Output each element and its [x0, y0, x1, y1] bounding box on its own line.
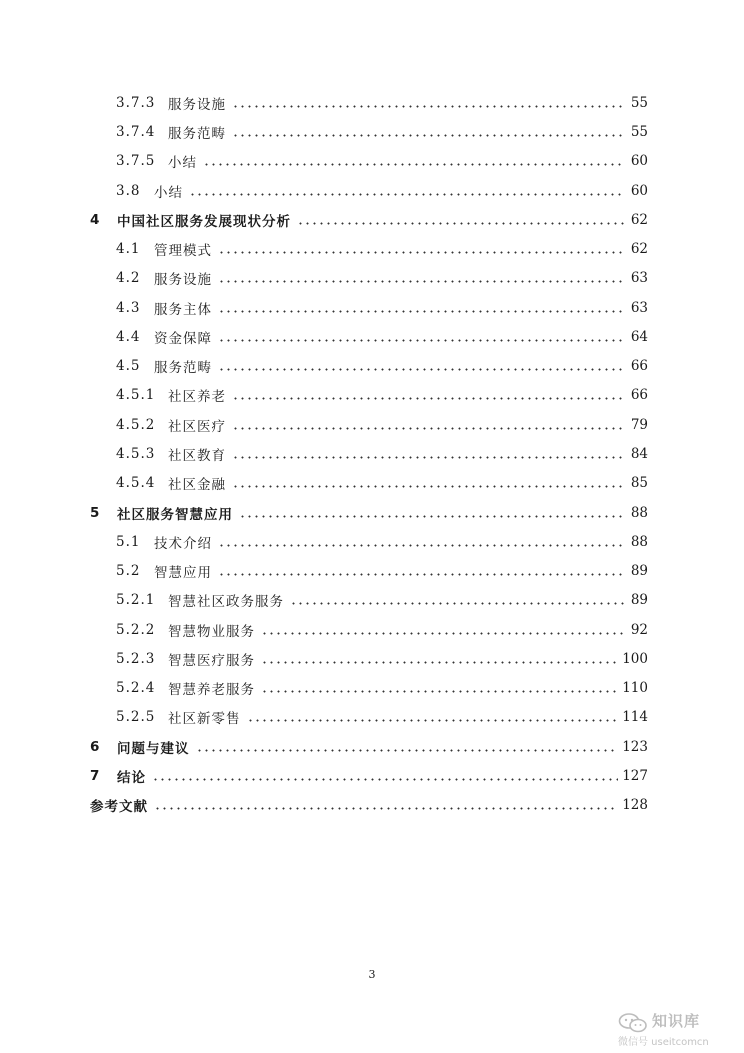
toc-entry[interactable] — [116, 585, 648, 614]
toc-entry[interactable] — [116, 351, 648, 380]
toc-entry-page: 88 — [630, 533, 648, 550]
toc-leader-dots — [218, 272, 624, 284]
toc-entry-page: 79 — [630, 416, 648, 433]
toc-entry-number: 5.2.2 — [116, 621, 156, 638]
toc-entry-number: 5.2.1 — [116, 591, 156, 608]
toc-leader-dots — [247, 711, 619, 723]
toc-entry[interactable] — [116, 439, 648, 468]
toc-entry-title: 技术介绍 — [154, 535, 212, 552]
toc-entry-number: 4.5.3 — [116, 445, 156, 462]
toc-leader-dots — [232, 389, 624, 401]
toc-entry-page: 114 — [622, 708, 648, 725]
toc-entry-title: 服务范畴 — [168, 125, 226, 142]
toc-entry-page: 55 — [630, 123, 648, 140]
toc-entry-title: 服务设施 — [154, 271, 212, 288]
toc-leader-dots — [196, 741, 619, 753]
toc-entry[interactable] — [116, 88, 648, 117]
toc-entry-page: 89 — [630, 562, 648, 579]
wechat-icon — [618, 1013, 648, 1033]
toc-entry[interactable] — [116, 322, 648, 351]
toc-entry-title: 小结 — [168, 154, 197, 171]
toc-entry-page: 60 — [630, 182, 648, 199]
toc-entry-number: 4.5.2 — [116, 416, 156, 433]
toc-entry-title: 社区医疗 — [168, 418, 226, 435]
toc-leader-dots — [232, 448, 624, 460]
toc-entry-page: 89 — [630, 591, 648, 608]
toc-entry-title: 智慧医疗服务 — [168, 652, 255, 669]
toc-leader-dots — [232, 97, 624, 109]
toc-entry-page: 63 — [630, 269, 648, 286]
toc-entry-references[interactable] — [90, 790, 648, 819]
toc-entry-number: 5.1 — [116, 533, 141, 550]
toc-entry[interactable] — [90, 761, 648, 790]
toc-entry-title: 智慧应用 — [154, 564, 212, 581]
toc-entry[interactable] — [116, 380, 648, 409]
toc-entry[interactable] — [116, 410, 648, 439]
toc-entry-number: 4.1 — [116, 240, 141, 257]
toc-entry-page: 88 — [630, 504, 648, 521]
toc-entry-number: 5 — [90, 504, 101, 521]
toc-leader-dots — [203, 155, 624, 167]
toc-leader-dots — [232, 419, 624, 431]
watermark-brand: 知识库 — [652, 1012, 701, 1030]
toc-entry-number: 6 — [90, 738, 101, 755]
toc-leader-dots — [218, 565, 624, 577]
toc-entry[interactable] — [116, 117, 648, 146]
toc-leader-dots — [218, 360, 624, 372]
toc-leader-dots — [261, 653, 618, 665]
toc-entry-page: 64 — [630, 328, 648, 345]
toc-leader-dots — [218, 331, 624, 343]
toc-entry-number: 3.7.4 — [116, 123, 156, 140]
toc-entry-title: 社区新零售 — [168, 710, 241, 727]
toc-entry-title: 结论 — [117, 769, 146, 786]
page-number: 3 — [368, 968, 376, 981]
toc-entry-page: 62 — [630, 240, 648, 257]
toc-entry-page: 127 — [622, 767, 648, 784]
toc-entry-title: 问题与建议 — [117, 740, 190, 757]
toc-entry-title: 社区养老 — [168, 388, 226, 405]
toc-entry-title: 管理模式 — [154, 242, 212, 259]
toc-leader-dots — [261, 682, 618, 694]
toc-entry-number: 4.4 — [116, 328, 141, 345]
toc-entry-title: 资金保障 — [154, 330, 212, 347]
toc-entry-title: 智慧物业服务 — [168, 623, 255, 640]
watermark-subtitle: 微信号 useitcomcn — [618, 1037, 709, 1048]
toc-leader-dots — [232, 126, 624, 138]
toc-entry-title: 社区金融 — [168, 476, 226, 493]
toc-leader-dots — [239, 507, 624, 519]
toc-entry-number: 5.2.3 — [116, 650, 156, 667]
toc-leader-dots — [218, 243, 624, 255]
toc-leader-dots — [218, 536, 624, 548]
toc-entry-page: 63 — [630, 299, 648, 316]
toc-entry[interactable] — [116, 146, 648, 175]
toc-entry[interactable] — [116, 234, 648, 263]
toc-entry-page: 66 — [630, 386, 648, 403]
toc-entry-number: 7 — [90, 767, 101, 784]
toc-entry[interactable] — [116, 556, 648, 585]
toc-entry-title: 社区教育 — [168, 447, 226, 464]
toc-entry[interactable] — [116, 527, 648, 556]
toc-entry[interactable] — [116, 644, 648, 673]
toc-entry[interactable] — [116, 263, 648, 292]
toc-entry-number: 3.7.5 — [116, 152, 156, 169]
toc-entry[interactable] — [116, 293, 648, 322]
toc-entry-page: 110 — [622, 679, 648, 696]
toc-leader-dots — [218, 302, 624, 314]
toc-entry-page: 60 — [630, 152, 648, 169]
toc-entry-title: 服务主体 — [154, 301, 212, 318]
toc-entry-number: 5.2.4 — [116, 679, 156, 696]
toc-entry-title: 社区服务智慧应用 — [117, 506, 233, 523]
toc-leader-dots — [297, 214, 624, 226]
toc-entry-number: 4.5.4 — [116, 474, 156, 491]
toc-entry-page: 66 — [630, 357, 648, 374]
toc-leader-dots — [152, 770, 618, 782]
toc-entry-title: 智慧社区政务服务 — [168, 593, 284, 610]
toc-entry-number: 4.3 — [116, 299, 141, 316]
toc-entry-number: 4 — [90, 211, 101, 228]
toc-entry-number: 5.2 — [116, 562, 141, 579]
toc-entry-page: 62 — [630, 211, 648, 228]
toc-entry-number: 3.8 — [116, 182, 141, 199]
toc-entry-title: 服务设施 — [168, 96, 226, 113]
toc-entry[interactable] — [116, 673, 648, 702]
toc-entry-number: 4.2 — [116, 269, 141, 286]
watermark — [618, 1010, 736, 1046]
toc-entry-page: 84 — [630, 445, 648, 462]
toc-entry-number: 4.5 — [116, 357, 141, 374]
toc-leader-dots — [189, 185, 624, 197]
toc-entry[interactable] — [90, 205, 648, 234]
toc-entry-page: 128 — [622, 796, 648, 813]
toc-entry-title: 参考文献 — [90, 798, 148, 815]
toc-entry-title: 智慧养老服务 — [168, 681, 255, 698]
toc-entry-title: 服务范畴 — [154, 359, 212, 376]
toc-entry[interactable] — [90, 732, 648, 761]
toc-entry[interactable] — [116, 176, 648, 205]
toc-entry-page: 100 — [622, 650, 648, 667]
toc-entry-number: 5.2.5 — [116, 708, 156, 725]
toc-entry-number: 4.5.1 — [116, 386, 156, 403]
toc-entry[interactable] — [116, 615, 648, 644]
toc-leader-dots — [154, 799, 618, 811]
toc-entry[interactable] — [90, 498, 648, 527]
toc-entry-title: 中国社区服务发展现状分析 — [117, 213, 291, 230]
toc-entry[interactable] — [116, 468, 648, 497]
toc-entry[interactable] — [116, 702, 648, 731]
toc-entry-page: 85 — [630, 474, 648, 491]
toc-entry-page: 123 — [622, 738, 648, 755]
toc-entry-number: 3.7.3 — [116, 94, 156, 111]
toc-leader-dots — [261, 624, 624, 636]
toc-leader-dots — [290, 594, 624, 606]
toc-leader-dots — [232, 477, 624, 489]
toc-entry-page: 55 — [630, 94, 648, 111]
toc-entry-page: 92 — [630, 621, 648, 638]
toc-entry-title: 小结 — [154, 184, 183, 201]
